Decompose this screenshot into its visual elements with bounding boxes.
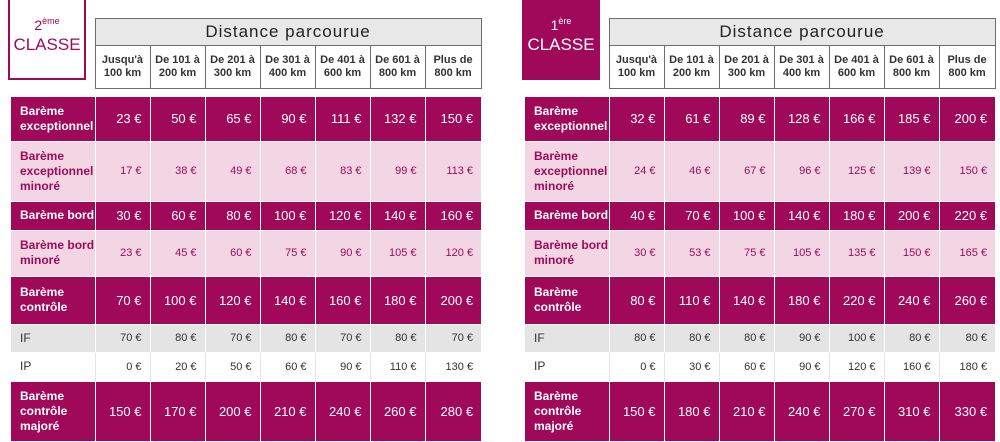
fare-cell: 330 € bbox=[939, 381, 995, 441]
row-label-line: contrôle bbox=[20, 300, 68, 314]
class-number: 1ère bbox=[550, 16, 572, 33]
row-label-line: IP bbox=[20, 359, 32, 373]
fare-cell: 90 € bbox=[260, 97, 315, 141]
row-label-line: Barème bbox=[534, 388, 579, 403]
fare-cell: 80 € bbox=[150, 324, 205, 352]
fare-cell: 140 € bbox=[774, 201, 829, 230]
row-label-line: Barème bbox=[20, 148, 65, 163]
fare-cell: 120 € bbox=[829, 352, 884, 381]
row-label bbox=[11, 97, 95, 141]
row-label-line: Barème bord bbox=[534, 238, 609, 252]
column-header bbox=[425, 46, 481, 89]
fare-cell: 130 € bbox=[425, 352, 481, 381]
fare-cell: 23 € bbox=[95, 230, 150, 276]
fare-cell: 180 € bbox=[664, 381, 719, 441]
table-row bbox=[525, 276, 995, 324]
row-label bbox=[525, 324, 609, 352]
fare-cell: 220 € bbox=[829, 276, 884, 324]
fare-cell: 140 € bbox=[370, 201, 425, 230]
fare-cell: 80 € bbox=[609, 324, 664, 352]
fare-cell: 260 € bbox=[370, 381, 425, 441]
row-label-line: Barème bbox=[20, 388, 65, 403]
table-row bbox=[525, 381, 995, 441]
fare-cell: 30 € bbox=[95, 201, 150, 230]
fare-cell: 139 € bbox=[884, 141, 939, 201]
fare-cell: 30 € bbox=[664, 352, 719, 381]
fare-cell: 90 € bbox=[774, 352, 829, 381]
column-header bbox=[205, 46, 260, 89]
column-header-line: De 301 à bbox=[779, 54, 824, 66]
row-label bbox=[525, 352, 609, 381]
fare-cell: 90 € bbox=[315, 230, 370, 276]
fare-cell: 160 € bbox=[425, 201, 481, 230]
fare-cell: 60 € bbox=[719, 352, 774, 381]
fare-cell: 100 € bbox=[150, 276, 205, 324]
fare-cell: 165 € bbox=[939, 230, 995, 276]
row-label-line: Barème bord bbox=[20, 208, 95, 222]
fare-cell: 32 € bbox=[609, 97, 664, 141]
table-row bbox=[525, 352, 995, 381]
table-row bbox=[525, 324, 995, 352]
column-header-line: 100 km bbox=[617, 67, 656, 79]
fare-cell: 80 € bbox=[884, 324, 939, 352]
fare-cell: 150 € bbox=[425, 97, 481, 141]
row-label bbox=[11, 324, 95, 352]
row-label-line: IF bbox=[534, 330, 545, 345]
fare-cell: 110 € bbox=[664, 276, 719, 324]
fare-cell: 30 € bbox=[609, 230, 664, 276]
fare-cell: 68 € bbox=[260, 141, 315, 201]
fare-cell: 200 € bbox=[425, 276, 481, 324]
fare-cell: 49 € bbox=[205, 141, 260, 201]
table-row bbox=[11, 276, 481, 324]
class-badge bbox=[8, 0, 86, 80]
fare-cell: 70 € bbox=[95, 276, 150, 324]
column-header-line: 600 km bbox=[837, 67, 876, 79]
column-header-line: De 401 à bbox=[320, 54, 365, 66]
fare-cell: 100 € bbox=[719, 201, 774, 230]
row-label bbox=[525, 381, 609, 441]
table-row bbox=[11, 324, 481, 352]
row-label-line: Barème bord bbox=[534, 208, 609, 222]
fare-cell: 75 € bbox=[719, 230, 774, 276]
column-header-line: 300 km bbox=[727, 67, 766, 79]
column-header-line: De 101 à bbox=[669, 54, 714, 66]
column-header bbox=[774, 46, 829, 89]
fare-cell: 180 € bbox=[829, 201, 884, 230]
fare-cell: 90 € bbox=[315, 352, 370, 381]
class-label: CLASSE bbox=[13, 35, 81, 54]
fare-cell: 160 € bbox=[315, 276, 370, 324]
fare-cell: 23 € bbox=[95, 97, 150, 141]
row-label bbox=[11, 352, 95, 381]
table-row bbox=[11, 352, 481, 381]
column-header-line: Plus de bbox=[433, 54, 473, 66]
fare-cell: 270 € bbox=[829, 381, 884, 441]
fare-cell: 53 € bbox=[664, 230, 719, 276]
row-label bbox=[11, 141, 95, 201]
fare-cell: 99 € bbox=[370, 141, 425, 201]
table-row bbox=[11, 381, 481, 441]
fare-cell: 166 € bbox=[829, 97, 884, 141]
fare-cell: 60 € bbox=[260, 352, 315, 381]
fare-cell: 80 € bbox=[609, 276, 664, 324]
column-header-line: Plus de bbox=[947, 54, 987, 66]
row-label-line: IF bbox=[20, 330, 31, 345]
fare-cell: 120 € bbox=[205, 276, 260, 324]
fare-cell: 240 € bbox=[315, 381, 370, 441]
first-class-panel bbox=[514, 0, 994, 433]
row-label-line: contrôle bbox=[534, 403, 582, 418]
fare-cell: 200 € bbox=[884, 201, 939, 230]
fare-cell: 80 € bbox=[205, 201, 260, 230]
fare-cell: 70 € bbox=[315, 324, 370, 352]
fare-cell: 60 € bbox=[150, 201, 205, 230]
row-label bbox=[11, 201, 95, 230]
fare-cell: 80 € bbox=[719, 324, 774, 352]
fare-cell: 125 € bbox=[829, 141, 884, 201]
row-label bbox=[525, 276, 609, 324]
fare-cell: 80 € bbox=[370, 324, 425, 352]
column-header-line: De 101 à bbox=[155, 54, 200, 66]
fare-cell: 180 € bbox=[939, 352, 995, 381]
row-label-line: contrôle bbox=[534, 300, 582, 314]
fare-cell: 140 € bbox=[260, 276, 315, 324]
fare-cell: 132 € bbox=[370, 97, 425, 141]
row-label-line: majoré bbox=[534, 418, 574, 433]
table-row bbox=[525, 141, 995, 201]
row-label bbox=[11, 230, 95, 276]
row-label-line: Barème bord bbox=[20, 238, 95, 252]
row-label bbox=[525, 141, 609, 201]
column-header-line: 800 km bbox=[948, 67, 986, 79]
column-header-line: 400 km bbox=[268, 67, 307, 79]
fare-cell: 200 € bbox=[205, 381, 260, 441]
row-label bbox=[525, 230, 609, 276]
column-header-line: 800 km bbox=[434, 67, 472, 79]
fare-cell: 17 € bbox=[95, 141, 150, 201]
fare-cell: 96 € bbox=[774, 141, 829, 201]
class-badge bbox=[522, 0, 600, 80]
fare-cell: 150 € bbox=[95, 381, 150, 441]
row-label bbox=[525, 97, 609, 141]
column-header bbox=[884, 46, 939, 89]
fare-cell: 180 € bbox=[370, 276, 425, 324]
fare-cell: 83 € bbox=[315, 141, 370, 201]
row-label-line: Barème bbox=[534, 148, 579, 163]
fare-cell: 140 € bbox=[719, 276, 774, 324]
fare-cell: 50 € bbox=[150, 97, 205, 141]
fare-cell: 89 € bbox=[719, 97, 774, 141]
table-row bbox=[525, 201, 995, 230]
column-header-line: De 401 à bbox=[834, 54, 879, 66]
fare-cell: 150 € bbox=[939, 141, 995, 201]
column-header-line: 800 km bbox=[892, 67, 931, 79]
column-header bbox=[609, 46, 664, 89]
class-label: CLASSE bbox=[527, 35, 595, 54]
column-header bbox=[370, 46, 425, 89]
column-header-line: De 301 à bbox=[265, 54, 310, 66]
distance-header: Distance parcourue bbox=[609, 19, 995, 46]
row-label-line: minoré bbox=[20, 178, 61, 193]
row-label-line: exceptionnel bbox=[534, 163, 608, 178]
row-label-line: contrôle bbox=[20, 403, 68, 418]
column-header-line: De 201 à bbox=[724, 54, 769, 66]
row-label-line: IP bbox=[534, 359, 546, 373]
fare-cell: 310 € bbox=[884, 381, 939, 441]
fare-cell: 80 € bbox=[939, 324, 995, 352]
row-label bbox=[525, 201, 609, 230]
fare-cell: 61 € bbox=[664, 97, 719, 141]
fare-cell: 113 € bbox=[425, 141, 481, 201]
row-label-line: Barème bbox=[20, 285, 65, 299]
fare-cell: 80 € bbox=[664, 324, 719, 352]
fare-cell: 70 € bbox=[425, 324, 481, 352]
column-header-line: 100 km bbox=[103, 67, 142, 79]
column-header-line: 800 km bbox=[378, 67, 417, 79]
fare-cell: 260 € bbox=[939, 276, 995, 324]
column-header-line: De 201 à bbox=[210, 54, 255, 66]
fare-cell: 170 € bbox=[150, 381, 205, 441]
fare-cell: 0 € bbox=[609, 352, 664, 381]
fare-cell: 45 € bbox=[150, 230, 205, 276]
fare-cell: 60 € bbox=[205, 230, 260, 276]
column-header bbox=[260, 46, 315, 89]
row-label-line: exceptionnel bbox=[20, 118, 94, 133]
row-label-line: Barème bbox=[534, 285, 579, 299]
fare-cell: 240 € bbox=[774, 381, 829, 441]
fare-cell: 210 € bbox=[719, 381, 774, 441]
fare-cell: 120 € bbox=[315, 201, 370, 230]
column-header-line: 200 km bbox=[672, 67, 711, 79]
row-label-line: exceptionnel bbox=[20, 163, 94, 178]
fare-cell: 46 € bbox=[664, 141, 719, 201]
fare-cell: 80 € bbox=[260, 324, 315, 352]
column-header-line: De 601 à bbox=[889, 54, 934, 66]
fare-cell: 100 € bbox=[260, 201, 315, 230]
column-header bbox=[939, 46, 995, 89]
table-row bbox=[11, 141, 481, 201]
table-row bbox=[525, 97, 995, 141]
fare-table bbox=[11, 18, 482, 442]
row-label bbox=[11, 276, 95, 324]
fare-table bbox=[525, 18, 996, 442]
fare-cell: 128 € bbox=[774, 97, 829, 141]
fare-cell: 105 € bbox=[370, 230, 425, 276]
class-number: 2ème bbox=[34, 16, 60, 33]
fare-cell: 50 € bbox=[205, 352, 260, 381]
fare-cell: 67 € bbox=[719, 141, 774, 201]
fare-cell: 70 € bbox=[95, 324, 150, 352]
fare-cell: 24 € bbox=[609, 141, 664, 201]
table-row bbox=[11, 230, 481, 276]
table-row bbox=[11, 201, 481, 230]
fare-cell: 150 € bbox=[609, 381, 664, 441]
fare-cell: 90 € bbox=[774, 324, 829, 352]
row-label-line: majoré bbox=[20, 418, 60, 433]
column-header-line: De 601 à bbox=[375, 54, 420, 66]
fare-cell: 65 € bbox=[205, 97, 260, 141]
fare-cell: 70 € bbox=[205, 324, 260, 352]
fare-cell: 180 € bbox=[774, 276, 829, 324]
fare-cell: 111 € bbox=[315, 97, 370, 141]
fare-cell: 135 € bbox=[829, 230, 884, 276]
column-header-line: 200 km bbox=[158, 67, 197, 79]
fare-cell: 38 € bbox=[150, 141, 205, 201]
fare-cell: 210 € bbox=[260, 381, 315, 441]
column-header-line: 400 km bbox=[782, 67, 821, 79]
fare-cell: 100 € bbox=[829, 324, 884, 352]
fare-cell: 200 € bbox=[939, 97, 995, 141]
fare-cell: 220 € bbox=[939, 201, 995, 230]
fare-cell: 185 € bbox=[884, 97, 939, 141]
row-label-line: minoré bbox=[534, 178, 575, 193]
row-label-line: exceptionnel bbox=[534, 118, 608, 133]
table-row bbox=[11, 97, 481, 141]
column-header-line: 300 km bbox=[213, 67, 252, 79]
second-class-panel bbox=[0, 0, 480, 433]
table-row bbox=[525, 230, 995, 276]
column-header-line: Jusqu'à bbox=[615, 54, 658, 66]
fare-cell: 120 € bbox=[425, 230, 481, 276]
fare-cell: 280 € bbox=[425, 381, 481, 441]
fare-cell: 160 € bbox=[884, 352, 939, 381]
fare-cell: 0 € bbox=[95, 352, 150, 381]
fare-cell: 70 € bbox=[664, 201, 719, 230]
row-label-line: Barème bbox=[20, 103, 65, 118]
distance-header: Distance parcourue bbox=[95, 19, 481, 46]
fare-cell: 40 € bbox=[609, 201, 664, 230]
column-header bbox=[719, 46, 774, 89]
column-header bbox=[315, 46, 370, 89]
fare-cell: 240 € bbox=[884, 276, 939, 324]
row-label-line: minoré bbox=[534, 253, 575, 267]
column-header-line: 600 km bbox=[323, 67, 362, 79]
column-header bbox=[829, 46, 884, 89]
fare-cell: 105 € bbox=[774, 230, 829, 276]
fare-cell: 20 € bbox=[150, 352, 205, 381]
column-header-line: Jusqu'à bbox=[101, 54, 144, 66]
column-header bbox=[95, 46, 150, 89]
fare-cell: 150 € bbox=[884, 230, 939, 276]
column-header bbox=[150, 46, 205, 89]
fare-cell: 75 € bbox=[260, 230, 315, 276]
row-label bbox=[11, 381, 95, 441]
row-label-line: Barème bbox=[534, 103, 579, 118]
column-header bbox=[664, 46, 719, 89]
row-label-line: minoré bbox=[20, 253, 61, 267]
fare-cell: 110 € bbox=[370, 352, 425, 381]
